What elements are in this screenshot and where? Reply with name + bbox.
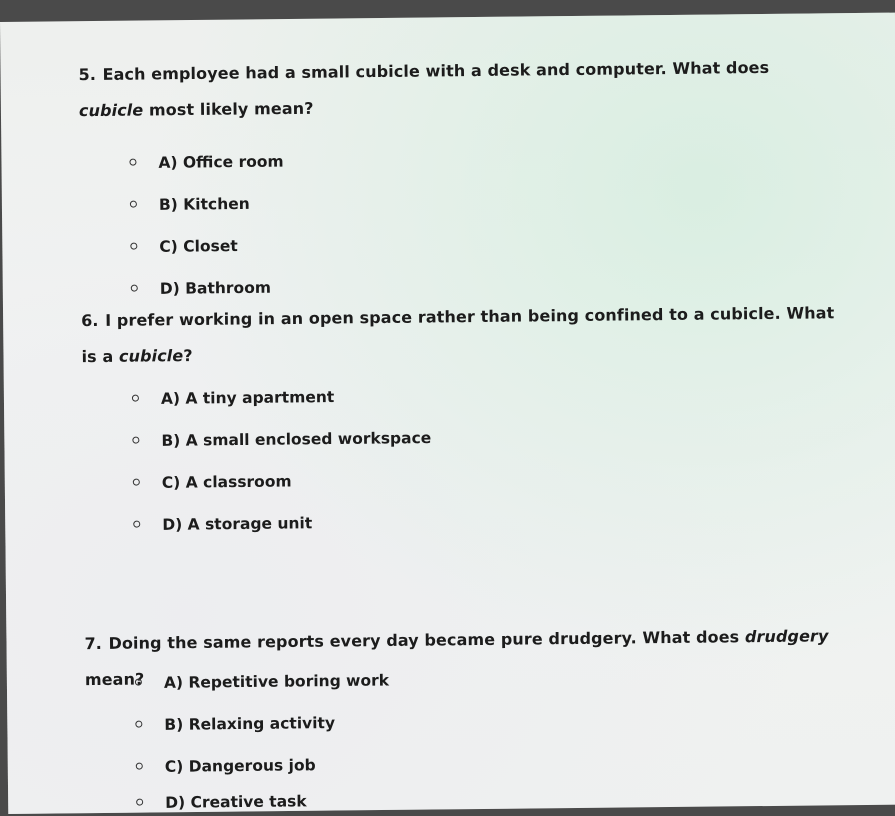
option-label: A) Repetitive boring work	[163, 671, 390, 692]
option-6d[interactable]	[133, 511, 312, 537]
question-term: cubicle	[118, 346, 184, 366]
question-5	[78, 49, 839, 129]
option-label: D) Bathroom	[159, 278, 272, 298]
question-text: I prefer working in an open space rather than being confined to a cubicle. What is a	[81, 303, 835, 367]
option-6a[interactable]	[132, 385, 335, 411]
question-text-end: mean?	[84, 669, 145, 690]
radio-icon[interactable]	[130, 243, 137, 250]
question-term: cubicle	[78, 100, 144, 121]
option-7b[interactable]	[135, 711, 335, 737]
radio-icon[interactable]	[132, 437, 139, 444]
radio-icon[interactable]	[131, 285, 138, 292]
question-term: drudgery	[744, 626, 829, 647]
radio-icon[interactable]	[133, 479, 140, 486]
radio-icon[interactable]	[130, 201, 137, 208]
option-label: C) Closet	[159, 237, 238, 256]
option-label: C) A classroom	[161, 472, 292, 492]
option-7d[interactable]	[136, 789, 307, 815]
option-label: D) A storage unit	[162, 514, 313, 534]
option-label: B) A small enclosed workspace	[161, 429, 432, 450]
option-label: B) Kitchen	[158, 194, 250, 214]
option-6b[interactable]	[132, 426, 431, 453]
radio-icon[interactable]	[136, 799, 143, 806]
radio-icon[interactable]	[136, 763, 143, 770]
radio-icon[interactable]	[135, 721, 142, 728]
option-5d[interactable]	[131, 275, 271, 300]
radio-icon[interactable]	[135, 679, 142, 686]
question-number: 7.	[84, 633, 103, 654]
option-7c[interactable]	[136, 753, 316, 779]
radio-icon[interactable]	[129, 159, 136, 166]
question-6	[81, 295, 842, 375]
question-text-end: ?	[183, 346, 193, 366]
radio-icon[interactable]	[132, 395, 139, 402]
option-label: A) Office room	[158, 152, 284, 172]
question-text: Each employee had a small cubicle with a desk and computer. What does	[102, 57, 770, 84]
option-label: A) A tiny apartment	[160, 388, 335, 408]
option-5a[interactable]	[129, 149, 283, 175]
question-text: Doing the same reports every day became pure drudgery. What does	[108, 627, 745, 653]
option-label: D) Creative task	[165, 792, 307, 812]
option-6c[interactable]	[133, 469, 292, 495]
worksheet-page	[0, 13, 895, 814]
option-label: C) Dangerous job	[164, 756, 316, 776]
question-number: 5.	[78, 64, 97, 85]
option-5b[interactable]	[130, 191, 250, 216]
question-number: 6.	[81, 310, 99, 331]
question-text-end: most likely mean?	[143, 98, 314, 120]
option-7a[interactable]	[135, 668, 389, 695]
radio-icon[interactable]	[133, 521, 140, 528]
option-5c[interactable]	[130, 234, 238, 259]
option-label: B) Relaxing activity	[164, 714, 336, 734]
